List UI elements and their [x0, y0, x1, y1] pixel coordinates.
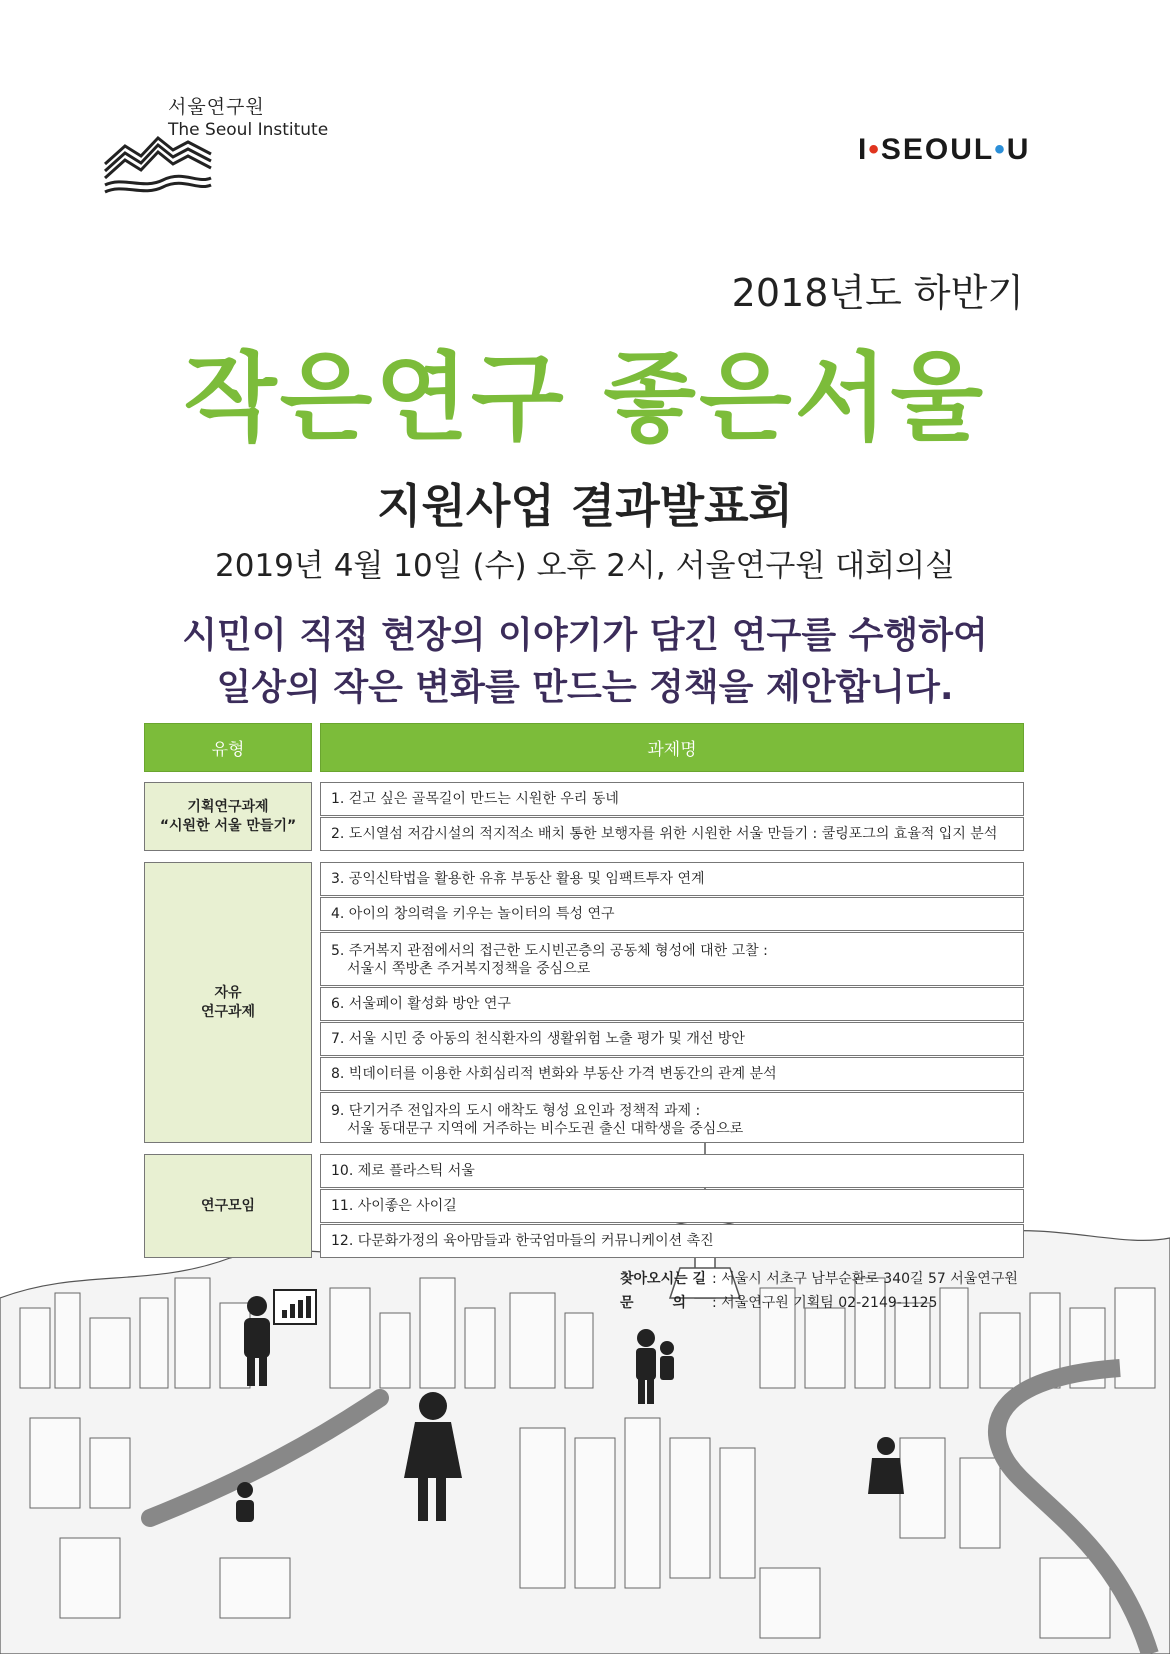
institute-name-kr: 서울연구원 — [168, 96, 265, 118]
row5-text: 5. 주거복지 관점에서의 접근한 도시빈곤층의 공동체 형성에 대한 고찰 : — [331, 943, 768, 959]
sub-title: 지원사업 결과발표회 — [377, 479, 793, 533]
event-date-location: 2019년 4월 10일 (수) 오후 2시, 서울연구원 대회의실 — [215, 548, 955, 584]
type-free-line2: 연구과제 — [200, 1003, 256, 1020]
row9-cont: 서울 동대문구 지역에 거주하는 비수도권 출신 대학생을 중심으로 — [347, 1121, 744, 1137]
table-row: 3. 공익신탁법을 활용한 유휴 부동산 활용 및 임팩트투자 연계 — [320, 862, 1024, 896]
slogan — [0, 610, 1170, 714]
table-row: 7. 서울 시민 중 아동의 천식환자의 생활위험 노출 평가 및 개선 방안 — [320, 1022, 1024, 1056]
directions-label: 찾아오시는 길 — [620, 1271, 707, 1287]
institute-wave-icon — [103, 124, 213, 194]
slogan-line-1: 시민이 직접 현장의 이야기가 담긴 연구를 수행하여 — [182, 615, 988, 656]
seoul-institute-logo — [103, 92, 363, 202]
table-row: 10. 제로 플라스틱 서울 — [320, 1154, 1024, 1188]
table-row: 8. 빅데이터를 이용한 사회심리적 변화와 부동산 가격 변동간의 관계 분석 — [320, 1057, 1024, 1091]
type-cell-planned — [144, 782, 312, 851]
table-row — [320, 1092, 1024, 1143]
type-cell-group — [144, 1154, 312, 1258]
year-title: 2018년도 하반기 — [731, 271, 1024, 315]
table-row: 4. 아이의 창의력을 키우는 놀이터의 특성 연구 — [320, 897, 1024, 931]
table-row: 12. 다문화가정의 육아맘들과 한국엄마들의 커뮤니케이션 촉진 — [320, 1224, 1024, 1258]
inquiry-label: 문 의 — [620, 1295, 687, 1311]
directions-value: : 서울시 서초구 남부순환로 340길 57 서울연구원 — [712, 1271, 1018, 1287]
table-row: 6. 서울페이 활성화 방안 연구 — [320, 987, 1024, 1021]
type-group-line1: 연구모임 — [200, 1197, 256, 1214]
table-row — [320, 932, 1024, 986]
type-free-line1: 자유 — [214, 984, 242, 1001]
row5-cont: 서울시 쪽방촌 주거복지정책을 중심으로 — [347, 961, 591, 977]
slogan-line-2: 일상의 작은 변화를 만드는 정책을 제안합니다. — [216, 667, 954, 708]
type-cell-free — [144, 862, 312, 1143]
table-header-type: 유형 — [144, 723, 312, 772]
table-row: 1. 걷고 싶은 골목길이 만드는 시원한 우리 동네 — [320, 782, 1024, 816]
contact-info — [620, 1267, 1018, 1315]
table-row: 11. 사이좋은 사이길 — [320, 1189, 1024, 1223]
type-planned-line2: “시원한 서울 만들기” — [159, 817, 297, 834]
institute-name-en: The Seoul Institute — [168, 120, 329, 140]
main-title: 작은연구 좋은서울 — [183, 342, 987, 454]
table-header-title: 과제명 — [320, 723, 1024, 772]
iseoulu-logo: I•SEOUL•U — [858, 133, 1031, 166]
type-planned-line1: 기획연구과제 — [187, 798, 269, 815]
table-row: 2. 도시열섬 저감시설의 적지적소 배치 통한 보행자를 위한 시원한 서울 만들기 : 쿨링포그의 효율적 입지 분석 — [320, 817, 1024, 851]
inquiry-value: : 서울연구원 기획팀 02-2149-1125 — [712, 1295, 938, 1311]
row9-text: 9. 단기거주 전입자의 도시 애착도 형성 요인과 정책적 과제 : — [331, 1103, 701, 1119]
